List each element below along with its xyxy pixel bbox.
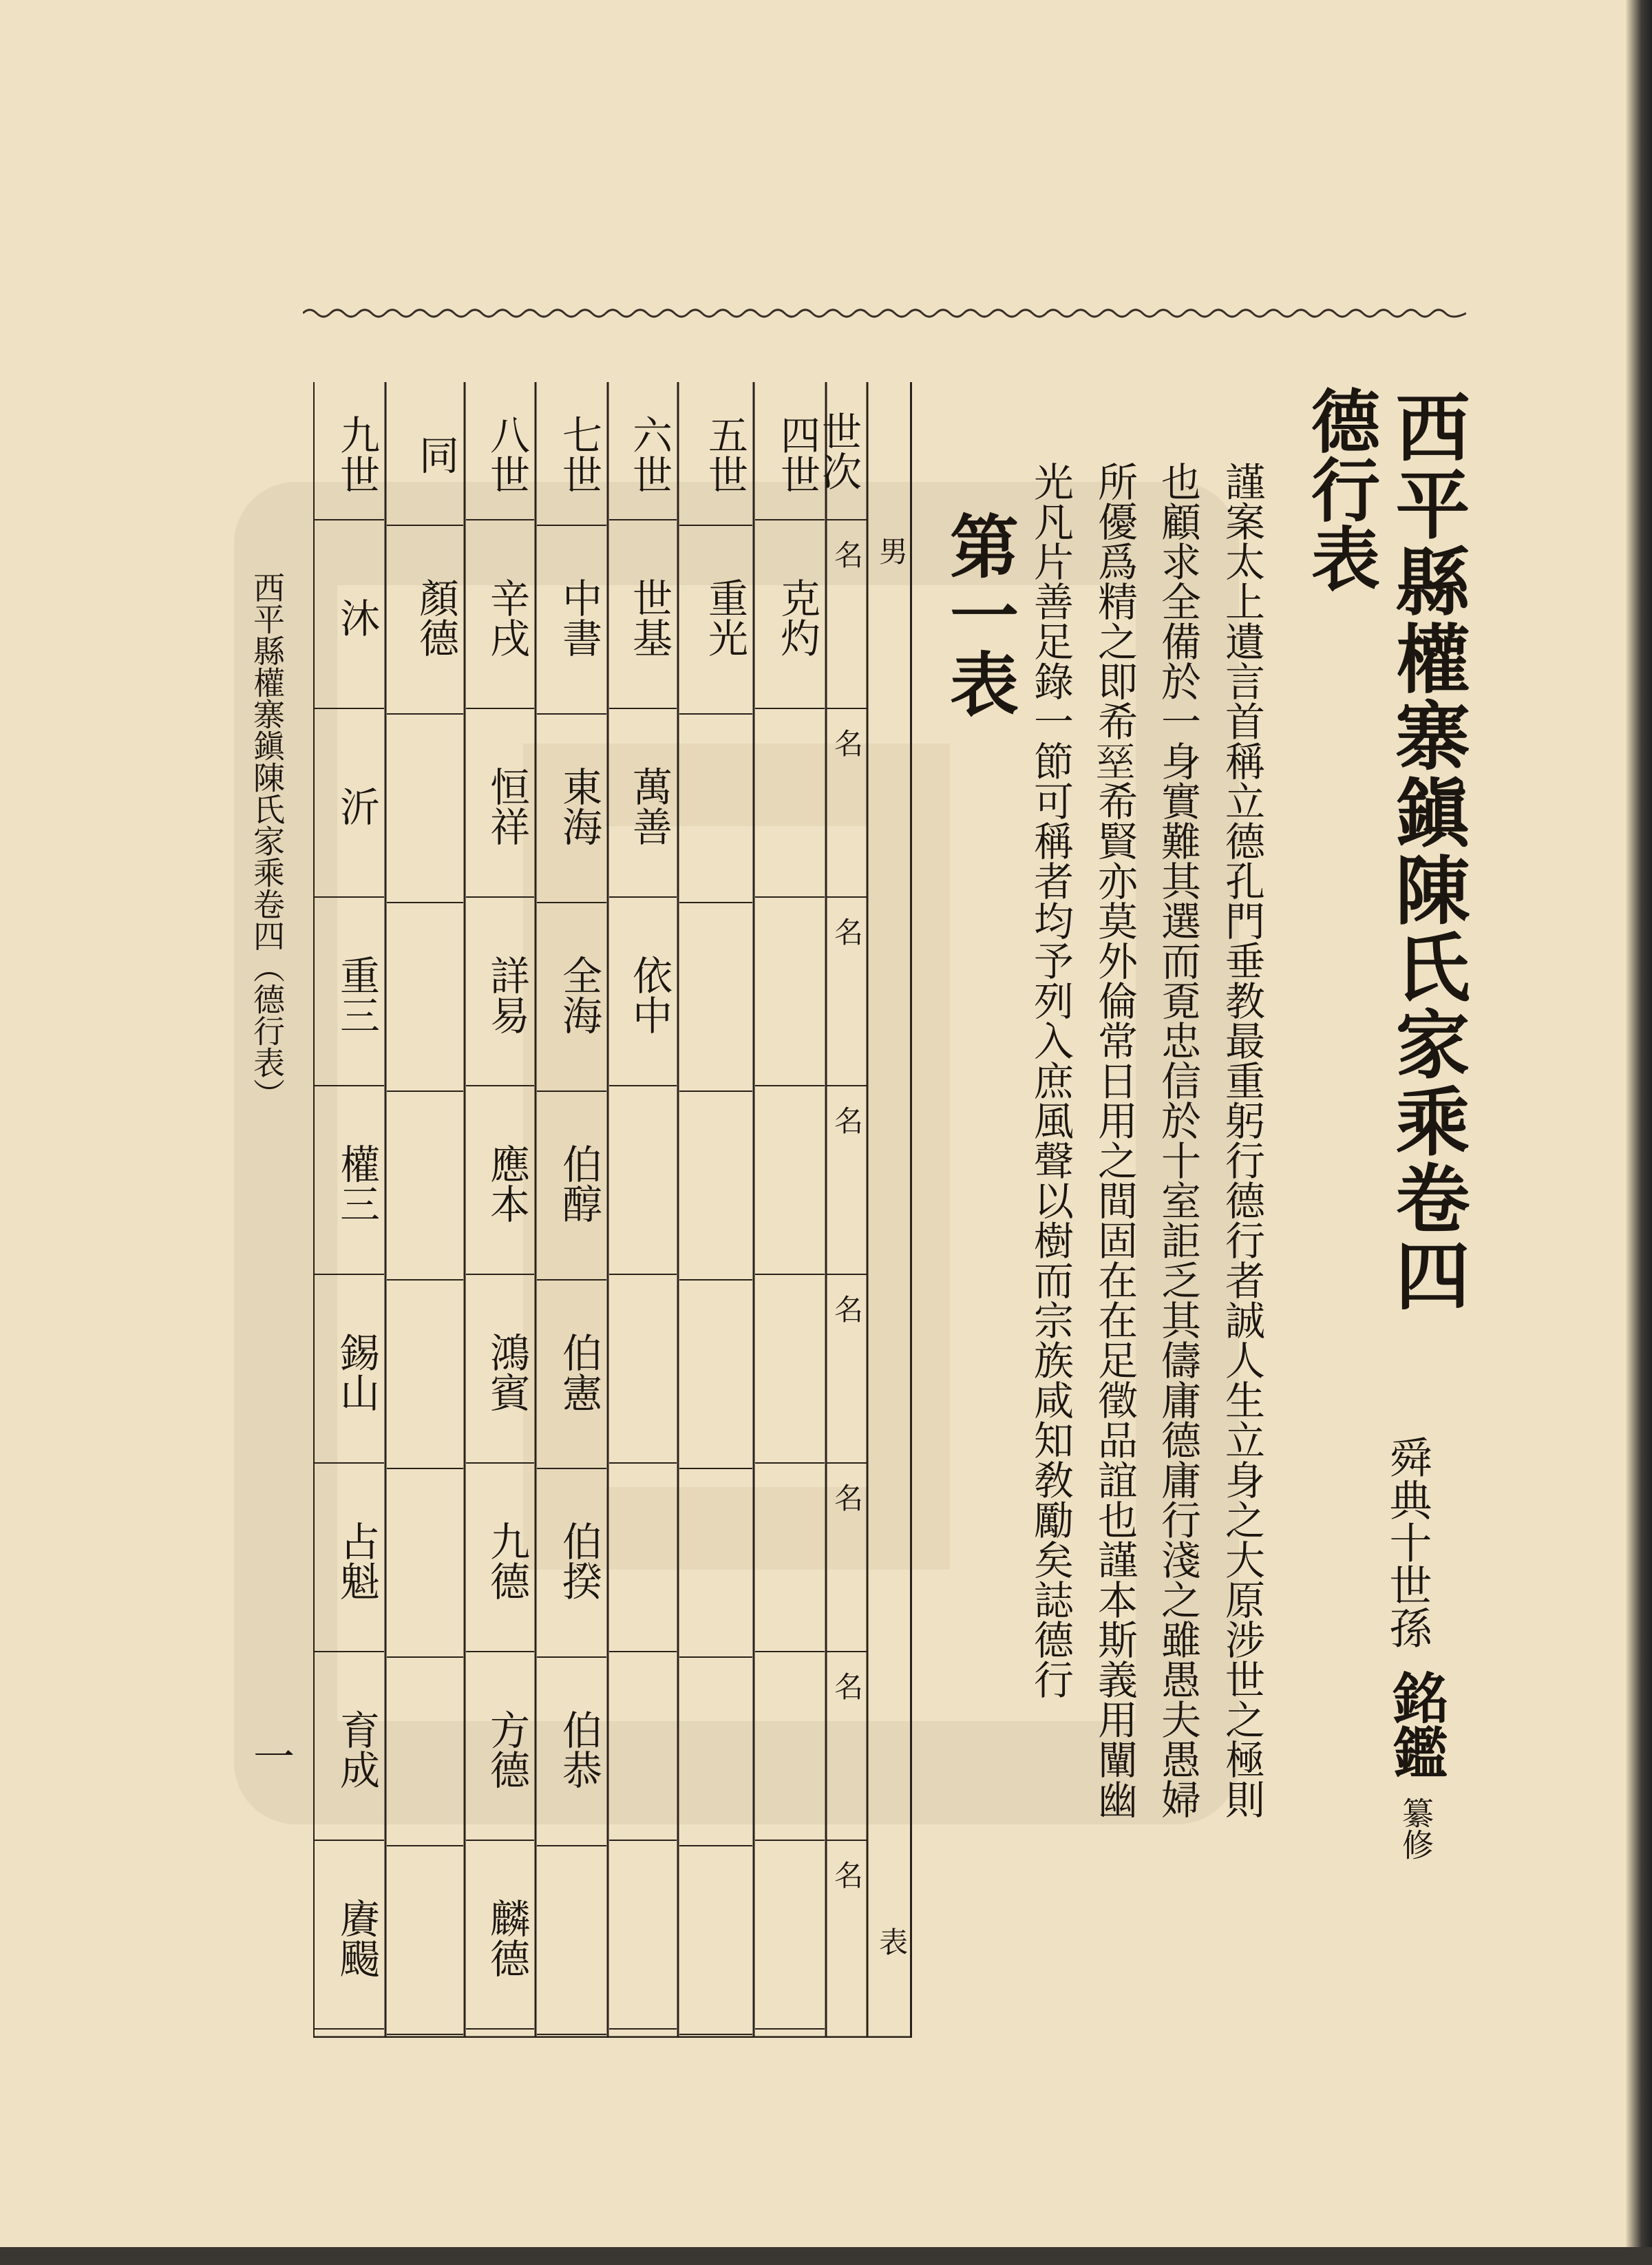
person-name: 萬善 (626, 766, 673, 846)
person-name: 恒祥 (483, 766, 530, 846)
person-name: 中書 (555, 578, 602, 657)
intro-column-1: 謹案太上遺言首稱立德孔門垂教最重躬行德行者誠人生立身之大原涉世之極則 (1218, 461, 1265, 1819)
generation-label: 五世 (701, 414, 748, 494)
person-name: 占魁 (333, 1521, 380, 1601)
person-name: 沂 (333, 786, 380, 826)
person-name: 權三 (333, 1144, 380, 1223)
running-head: 西平縣權寨鎭陳氏家乘卷四（德行表） (248, 571, 286, 1110)
person-name: 伯憲 (555, 1332, 602, 1412)
compiler-prefix: 舜典十世孫 (1382, 1435, 1432, 1649)
generation-label: 九世 (333, 414, 380, 494)
person-name: 伯恭 (555, 1709, 602, 1789)
scan-edge-right (1626, 0, 1652, 2265)
header-name: 名 (830, 1860, 864, 1889)
person-name: 辛戌 (483, 578, 530, 657)
person-name: 錫山 (333, 1332, 380, 1412)
chapter-title: 德行表 (1300, 386, 1381, 592)
intro-column-4: 光凡片善足錄一節可稱者均予列入庶風聲以樹而宗族咸知敎勵矣誌德行 (1027, 461, 1074, 1699)
book-title: 西平縣權寨鎭陳氏家乘卷四 (1383, 389, 1470, 1314)
scan-edge-bottom (0, 2247, 1652, 2265)
person-name: 克灼 (774, 578, 820, 657)
top-wavy-rule (303, 303, 1466, 324)
page-number: 一 (246, 1735, 295, 1776)
person-name: 依中 (626, 955, 673, 1035)
section-title: 第一表 (938, 511, 1019, 717)
generation-label: 七世 (555, 414, 602, 494)
header-name: 名 (830, 1106, 864, 1135)
header-name: 名 (830, 1672, 864, 1700)
person-name: 伯揆 (555, 1521, 602, 1601)
genealogy-table (313, 382, 912, 2038)
header-generation: 世次 (815, 411, 862, 491)
person-name: 伯醇 (555, 1144, 602, 1223)
person-name: 賡颺 (333, 1898, 380, 1978)
person-name: 鴻賓 (483, 1332, 530, 1412)
intro-column-3: 所優爲精之即希𡌥希賢亦莫外倫常日用之間固在在足徵品誼也謹本斯義用闡幽 (1091, 461, 1138, 1819)
person-name: 顏德 (412, 578, 459, 657)
person-name: 全海 (555, 955, 602, 1035)
person-name: 東海 (555, 766, 602, 846)
person-name: 沐 (333, 598, 380, 638)
header-name: 名 (830, 540, 864, 569)
generation-label: 同 (412, 434, 459, 474)
person-name: 九德 (483, 1521, 530, 1601)
generation-label: 六世 (626, 414, 673, 494)
compiler-name: 銘鑑 (1384, 1669, 1448, 1780)
person-name: 育成 (333, 1709, 380, 1789)
header-table: 表 (875, 1927, 909, 1956)
person-name: 詳易 (483, 955, 530, 1035)
person-name: 世基 (626, 578, 673, 657)
header-name: 名 (830, 1483, 864, 1512)
header-name: 名 (830, 917, 864, 946)
person-name: 重三 (333, 955, 380, 1035)
intro-column-2: 也顧求全備於一身實難其選而覔忠信於十室詎乏其儔庸德庸行淺之雖愚夫愚婦 (1154, 461, 1201, 1819)
person-name: 應本 (483, 1144, 530, 1223)
person-name: 重光 (701, 578, 748, 657)
header-name: 名 (830, 728, 864, 757)
person-name: 方德 (483, 1709, 530, 1789)
compiler-role: 纂修 (1397, 1797, 1434, 1860)
header-male: 男 (875, 536, 909, 565)
person-name: 麟德 (483, 1898, 530, 1978)
generation-label: 四世 (774, 414, 820, 494)
header-name: 名 (830, 1294, 864, 1323)
generation-label: 八世 (483, 414, 530, 494)
